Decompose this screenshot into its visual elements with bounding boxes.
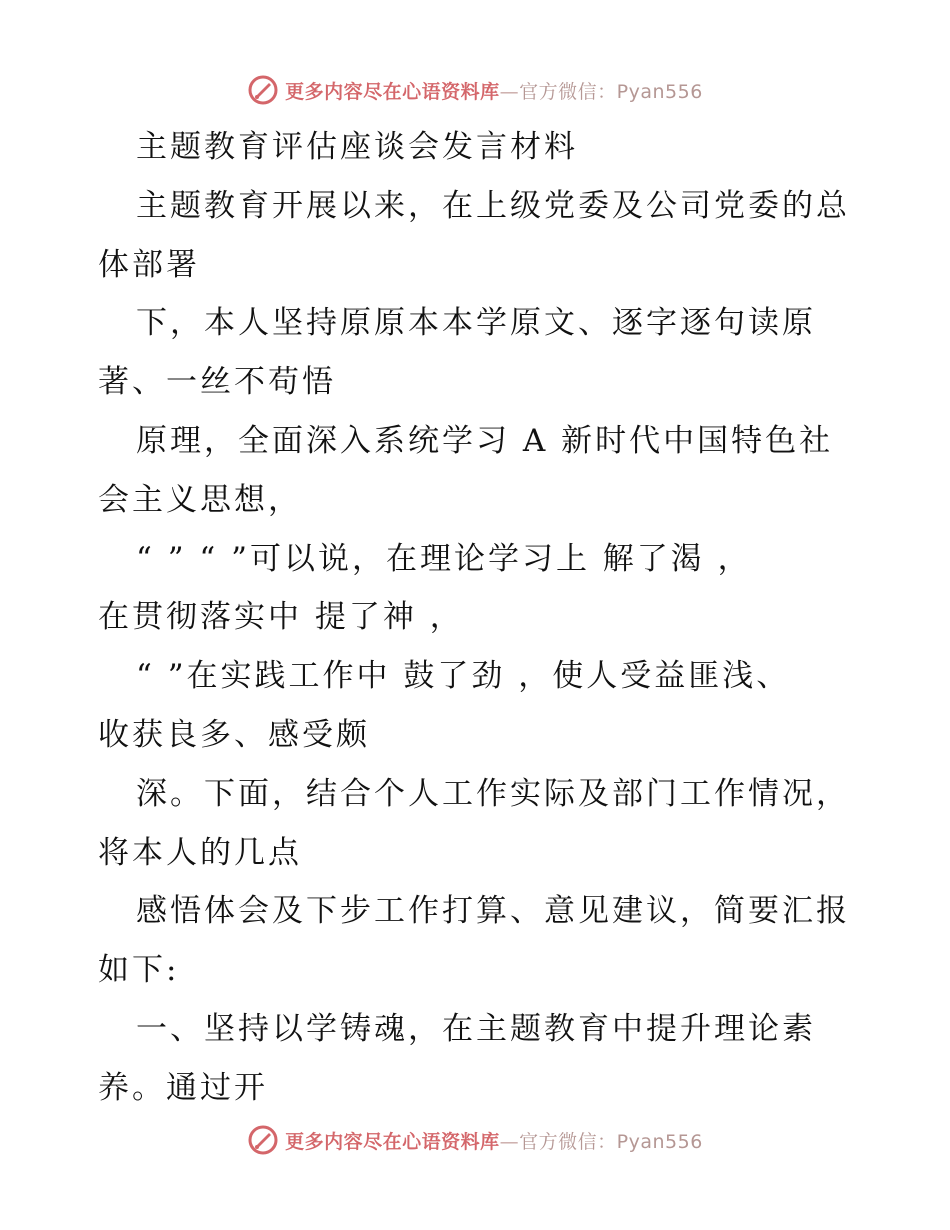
paragraph-line: 将本人的几点 [98, 834, 302, 871]
document-body [98, 118, 858, 1118]
paragraph-line: 如下: [98, 952, 180, 989]
paragraph-line: 收获良多、感受颇 [98, 716, 370, 753]
watermark-separator: — [499, 1130, 520, 1153]
watermark-banner-top [0, 70, 950, 110]
paragraph-line: 深。下面，结合个人工作实际及部门工作情况， [136, 775, 850, 812]
paragraph-line: “ ”在实践工作中 鼓了劲 ，使人受益匪浅、 [136, 658, 791, 695]
watermark-banner-bottom [0, 1120, 950, 1160]
paragraph-line: 会主义思想， [98, 481, 302, 518]
section-heading-line: 一、坚持以学铸魂，在主题教育中提升理论素 [136, 1010, 816, 1047]
watermark-sub-text: 官方微信：Pyan556 [519, 1130, 703, 1153]
paragraph-line: 著、一丝不苟悟 [98, 364, 336, 401]
watermark-separator: — [499, 80, 520, 103]
paragraph-line: 感悟体会及下步工作打算、意见建议，简要汇报 [136, 893, 850, 930]
document-title: 主题教育评估座谈会发言材料 [136, 129, 578, 165]
quill-logo-icon [247, 1124, 279, 1156]
paragraph-line: 主题教育开展以来，在上级党委及公司党委的总 [136, 187, 850, 224]
paragraph-line: “ ” “ ”可以说，在理论学习上 解了渴 ， [136, 540, 752, 577]
quill-logo-icon [247, 74, 279, 106]
watermark-text [285, 77, 703, 104]
watermark-content [247, 74, 703, 106]
watermark-content [247, 1124, 703, 1156]
watermark-text [285, 1127, 703, 1154]
watermark-sub-text: 官方微信：Pyan556 [519, 80, 703, 103]
watermark-main-text: 更多内容尽在心语资料库 [285, 1130, 500, 1153]
watermark-main-text: 更多内容尽在心语资料库 [285, 80, 500, 103]
paragraph-line: 在贯彻落实中 提了神 ， [98, 599, 464, 636]
paragraph-line: 养。通过开 [98, 1069, 268, 1106]
paragraph-line: 体部署 [98, 246, 200, 283]
paragraph-line: 下，本人坚持原原本本学原文、逐字逐句读原 [136, 305, 816, 342]
paragraph-line: 原理，全面深入系统学习 A 新时代中国特色社 [136, 422, 834, 459]
